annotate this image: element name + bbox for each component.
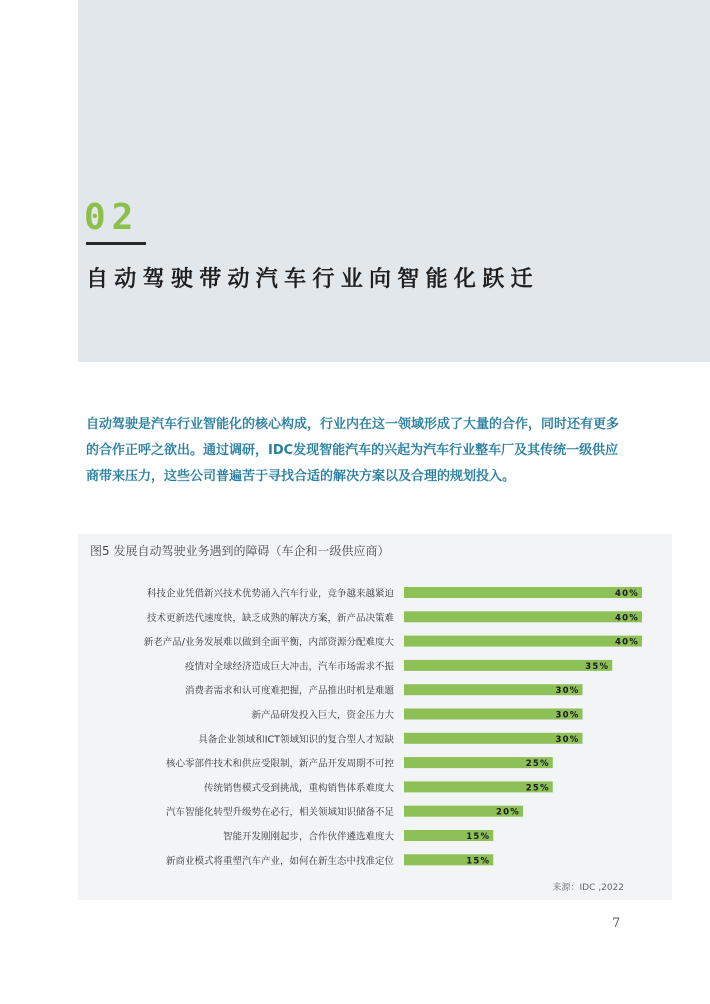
- figure-panel: [78, 534, 672, 900]
- category-label: 传统销售模式受到挑战，重构销售体系难度大: [203, 782, 394, 794]
- section-number: 02: [84, 197, 140, 238]
- value-label: 30%: [555, 686, 580, 697]
- bar: [404, 660, 612, 671]
- value-label: 30%: [555, 710, 580, 721]
- intro-line: 的合作正呼之欲出。通过调研，IDC发现智能汽车的兴起为汽车行业整车厂及其传统一级供应: [86, 443, 619, 458]
- value-label: 40%: [615, 589, 639, 599]
- value-label: 15%: [466, 856, 491, 867]
- value-label: 35%: [585, 661, 610, 672]
- bar: [404, 611, 642, 622]
- bar-chart: [78, 534, 672, 900]
- value-label: 40%: [615, 613, 639, 624]
- intro-line: 商带来压力，这些公司普遍苦于寻找合适的解决方案以及合理的规划投入。: [86, 469, 516, 484]
- category-label: 新老产品/业务发展难以做到全面平衡，内部资源分配难度大: [143, 637, 394, 649]
- value-label: 25%: [525, 783, 550, 794]
- category-label: 疫情对全球经济造成巨大冲击，汽车市场需求不振: [184, 661, 394, 673]
- section-title: 自动驾驶带动汽车行业向智能化跃迁: [86, 267, 539, 292]
- value-label: 30%: [555, 734, 580, 745]
- intro-line: 自动驾驶是汽车行业智能化的核心构成，行业内在这一领域形成了大量的合作，同时还有更多: [86, 417, 620, 432]
- category-label: 消费者需求和认可度难把握，产品推出时机是难题: [184, 685, 394, 697]
- category-label: 新商业模式将重塑汽车产业，如何在新生态中找准定位: [165, 855, 394, 867]
- category-label: 汽车智能化转型升级势在必行，相关领域知识储备不足: [165, 807, 394, 819]
- value-label: 15%: [466, 832, 491, 842]
- bar: [404, 587, 642, 598]
- category-label: 新产品研发投入巨大，资金压力大: [251, 710, 394, 721]
- page-number: 7: [612, 916, 621, 931]
- category-label: 核心零部件技术和供应受限制，新产品开发周期不可控: [165, 758, 394, 770]
- intro-paragraph: [86, 412, 646, 490]
- category-label: 智能开发刚刚起步，合作伙伴遴选难度大: [222, 831, 394, 843]
- category-label: 科技企业凭借新兴技术优势涌入汽车行业，竞争越来越紧迫: [146, 588, 394, 600]
- section-header-panel: [78, 0, 710, 362]
- figure-title: 图5 发展自动驾驶业务遇到的障碍（车企和一级供应商）: [90, 544, 390, 558]
- value-label: 25%: [525, 759, 550, 770]
- section-divider: [86, 242, 146, 245]
- value-label: 20%: [496, 807, 520, 818]
- category-label: 技术更新迭代速度快，缺乏成熟的解决方案，新产品决策难: [146, 612, 394, 624]
- category-label: 具备企业领域和ICT领域知识的复合型人才短缺: [198, 734, 394, 746]
- value-label: 40%: [615, 637, 639, 648]
- bar: [404, 636, 642, 647]
- figure-source: 来源：IDC ,2022: [552, 883, 624, 893]
